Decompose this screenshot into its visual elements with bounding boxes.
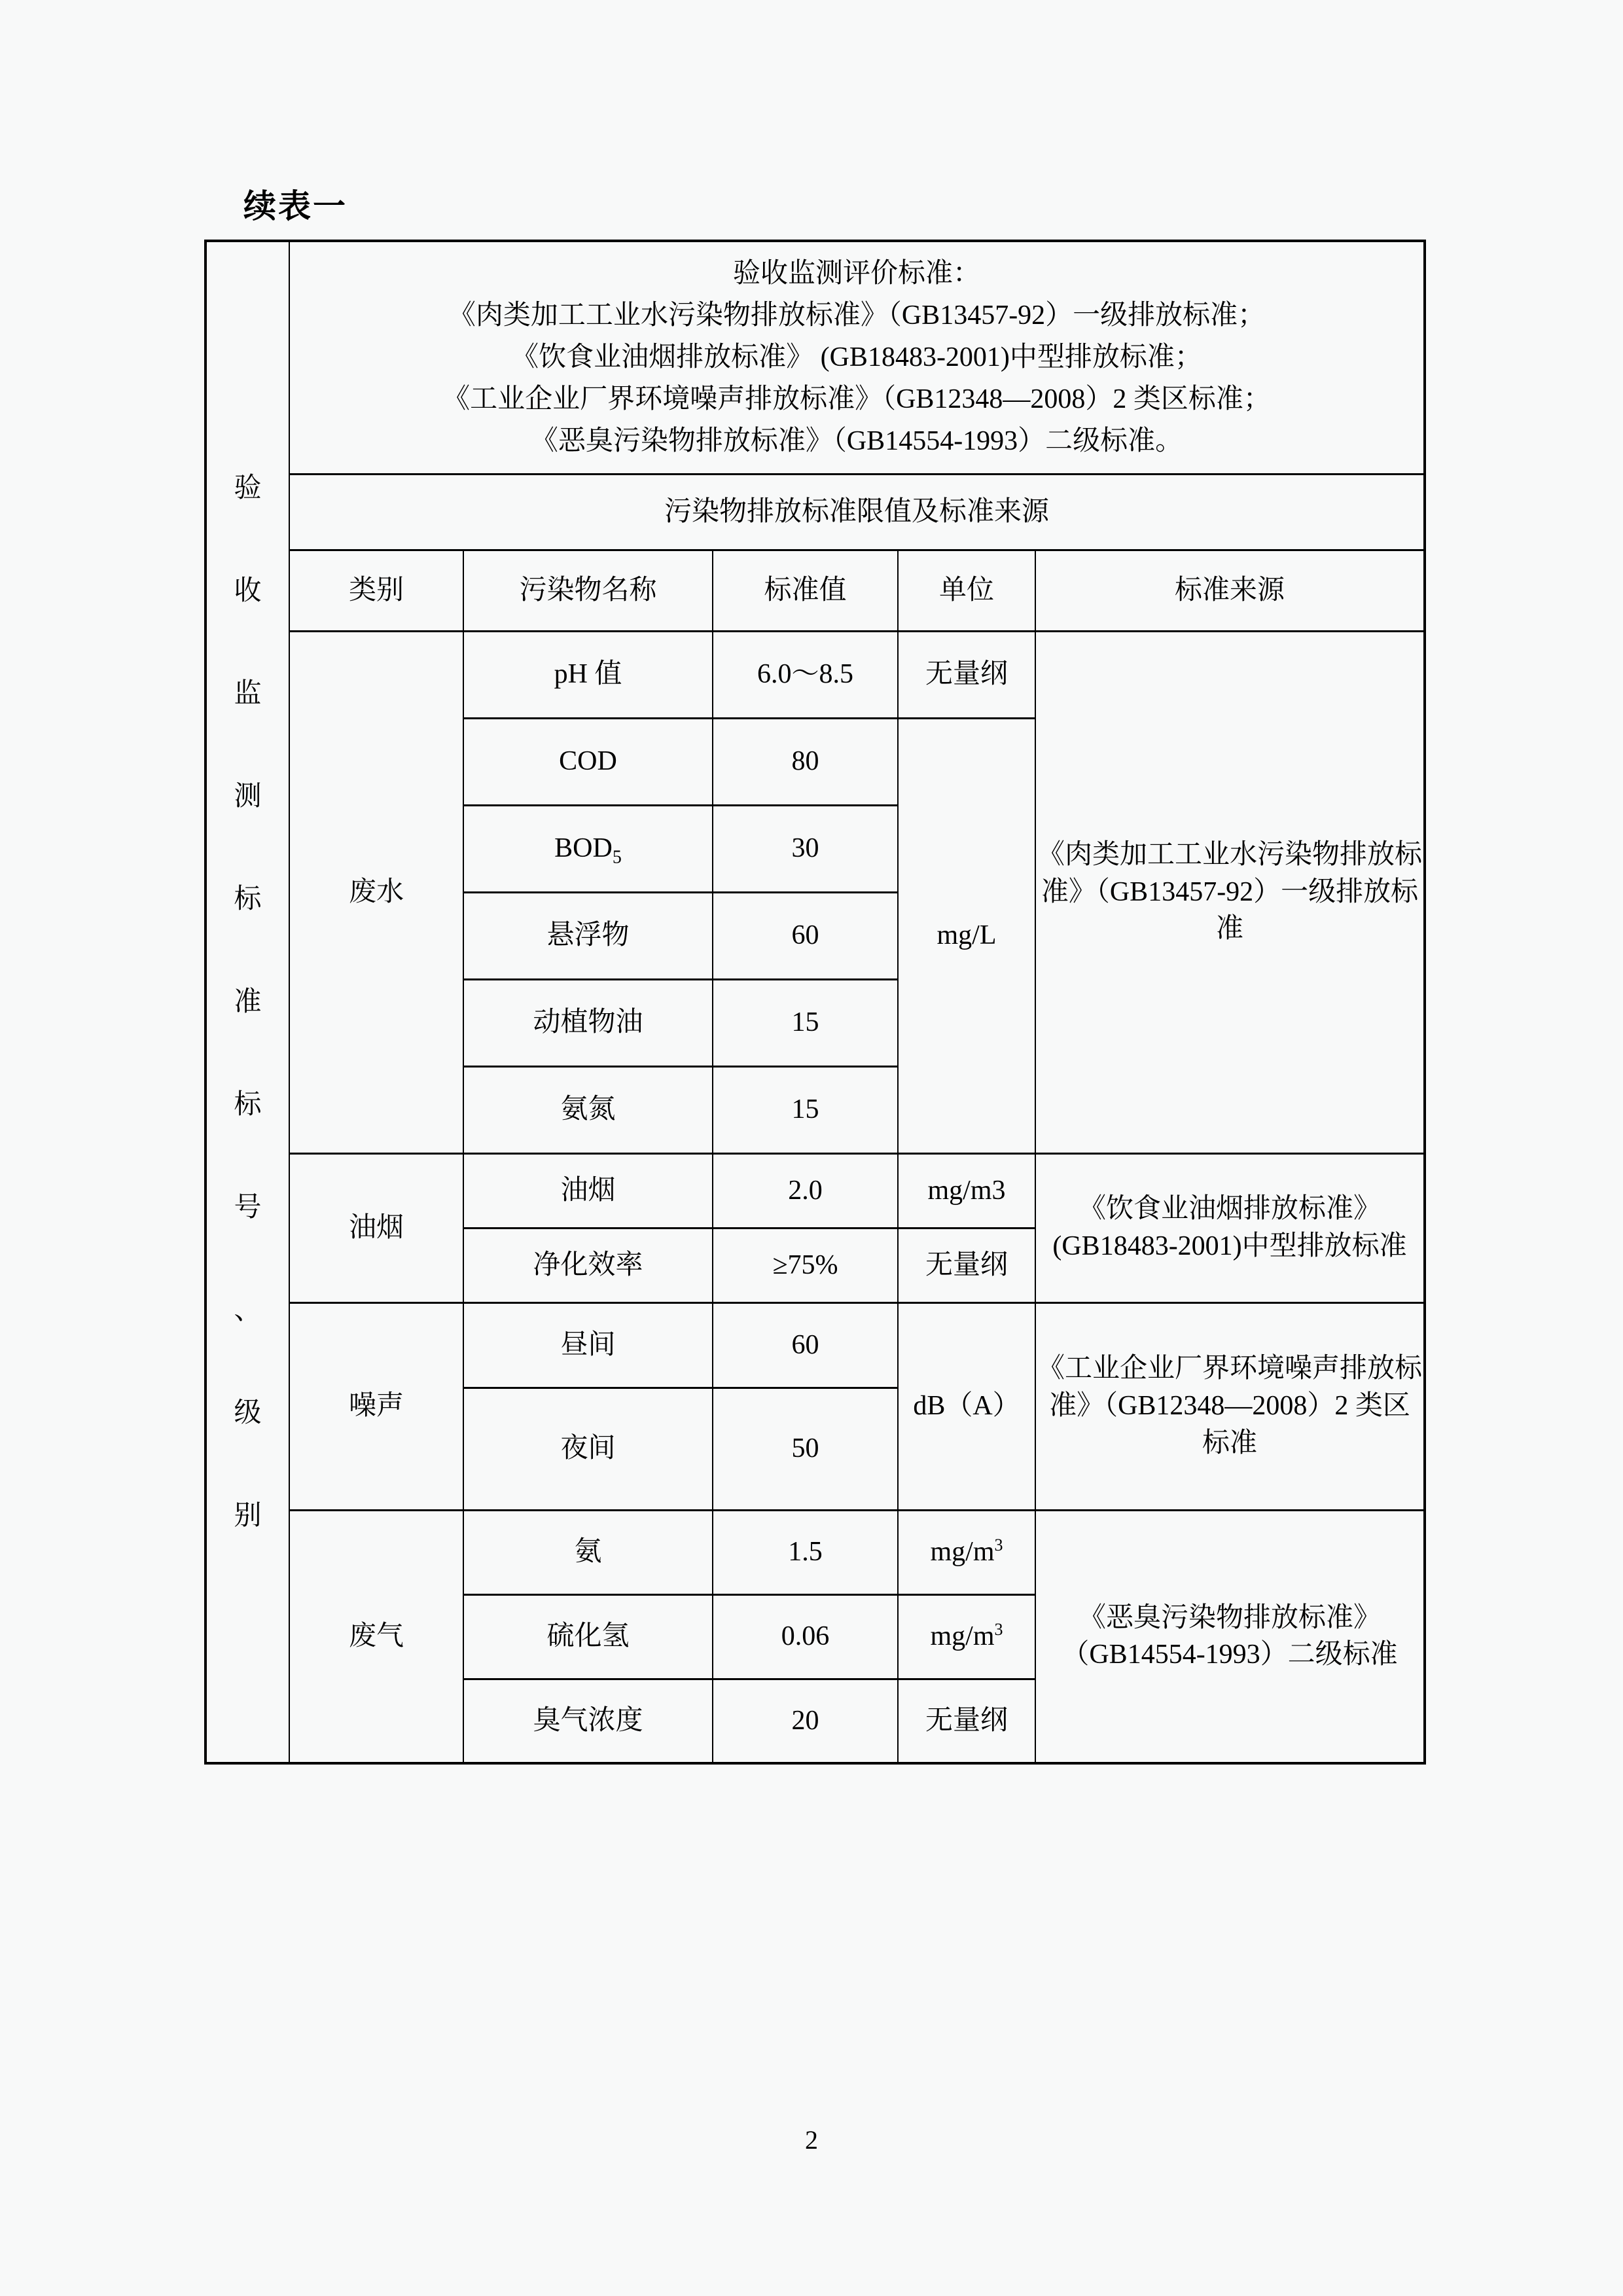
standard-source: 《饮食业油烟排放标准》 (GB18483-2001)中型排放标准 (1035, 1153, 1425, 1302)
standard-value: 2.0 (713, 1153, 898, 1228)
col-header-unit: 单位 (898, 550, 1035, 631)
side-label-char: 监 (234, 678, 262, 709)
unit-superscript: 3 (994, 1535, 1003, 1555)
standard-value: 50 (713, 1388, 898, 1510)
pollutant-name: 油烟 (463, 1153, 713, 1228)
standard-value: 60 (713, 1302, 898, 1388)
standard-value: 15 (713, 1066, 898, 1153)
standard-value: 6.0～8.5 (713, 631, 898, 718)
side-label-char: 、 (234, 1295, 262, 1325)
bod-subscript: 5 (612, 847, 622, 868)
standard-source: 《恶臭污染物排放标准》（GB14554-1993）二级标准 (1035, 1510, 1425, 1763)
pollutant-name: 悬浮物 (463, 892, 713, 979)
side-label-char: 准 (234, 986, 262, 1017)
standard-value: ≥75% (713, 1228, 898, 1302)
standard-source: 《肉类加工工业水污染物排放标准》（GB13457-92）一级排放标准 (1035, 631, 1425, 1153)
col-header-standard-source: 标准来源 (1035, 550, 1425, 631)
pollutant-name: 净化效率 (463, 1228, 713, 1302)
category-wastewater: 废水 (289, 631, 463, 1153)
standard-value: 60 (713, 892, 898, 979)
page-title: 续表一 (243, 188, 348, 224)
unit: 无量纲 (898, 1679, 1035, 1763)
col-header-category: 类别 (289, 550, 463, 631)
evaluation-standards-cell (289, 241, 1425, 474)
page-number: 2 (805, 2125, 818, 2155)
unit: 无量纲 (898, 1228, 1035, 1302)
side-label-char: 号 (234, 1192, 262, 1223)
unit-base: mg/m (930, 1621, 995, 1652)
category-waste-gas: 废气 (289, 1510, 463, 1763)
standards-line: 《工业企业厂界环境噪声排放标准》（GB12348—2008）2 类区标准； (442, 384, 1271, 415)
unit-base: mg/m (930, 1537, 995, 1568)
unit: mg/m3 (898, 1153, 1035, 1228)
side-label-char: 验 (234, 473, 262, 503)
unit: 无量纲 (898, 631, 1035, 718)
side-label-cell (205, 241, 289, 1763)
standards-line: 《肉类加工工业水污染物排放标准》（GB13457-92）一级排放标准； (448, 300, 1266, 331)
unit-superscript: 3 (994, 1620, 1003, 1640)
col-header-pollutant-name: 污染物名称 (463, 550, 713, 631)
category-noise: 噪声 (289, 1302, 463, 1510)
pollutant-name: 臭气浓度 (463, 1679, 713, 1763)
standards-line: 《恶臭污染物排放标准》（GB14554-1993）二级标准。 (530, 426, 1183, 457)
pollutant-name: 氨 (463, 1510, 713, 1594)
standard-value: 1.5 (713, 1510, 898, 1594)
pollutant-name (463, 805, 713, 892)
pollutant-name: pH 值 (463, 631, 713, 718)
standard-value: 15 (713, 979, 898, 1066)
standard-value: 0.06 (713, 1594, 898, 1679)
pollutant-name: 氨氮 (463, 1066, 713, 1153)
bod-label: BOD (554, 833, 613, 864)
category-fume: 油烟 (289, 1153, 463, 1302)
unit (898, 1510, 1035, 1594)
standard-value: 20 (713, 1679, 898, 1763)
pollutant-name: 昼间 (463, 1302, 713, 1388)
side-label-char: 标 (234, 884, 262, 914)
pollutant-name: COD (463, 718, 713, 805)
standards-line: 验收监测评价标准： (733, 259, 981, 289)
pollutant-name: 夜间 (463, 1388, 713, 1510)
pollutant-name: 动植物油 (463, 979, 713, 1066)
col-header-standard-value: 标准值 (713, 550, 898, 631)
standard-source: 《工业企业厂界环境噪声排放标准》（GB12348—2008）2 类区标准 (1035, 1302, 1425, 1510)
subheader-cell: 污染物排放标准限值及标准来源 (289, 474, 1425, 550)
standard-value: 30 (713, 805, 898, 892)
unit (898, 1594, 1035, 1679)
unit-merged-mg-l: mg/L (898, 718, 1035, 1153)
standard-value: 80 (713, 718, 898, 805)
side-label (207, 437, 289, 1568)
side-label-char: 别 (234, 1500, 262, 1531)
standards-table (204, 240, 1426, 1765)
unit-merged-db-a: dB（A） (898, 1302, 1035, 1510)
side-label-char: 测 (234, 781, 262, 812)
side-label-char: 级 (234, 1397, 262, 1428)
standards-line: 《饮食业油烟排放标准》 (GB18483-2001)中型排放标准； (511, 342, 1202, 373)
pollutant-name: 硫化氢 (463, 1594, 713, 1679)
side-label-char: 标 (234, 1089, 262, 1120)
side-label-char: 收 (234, 575, 262, 606)
standards-table-wrapper (204, 240, 1426, 1765)
